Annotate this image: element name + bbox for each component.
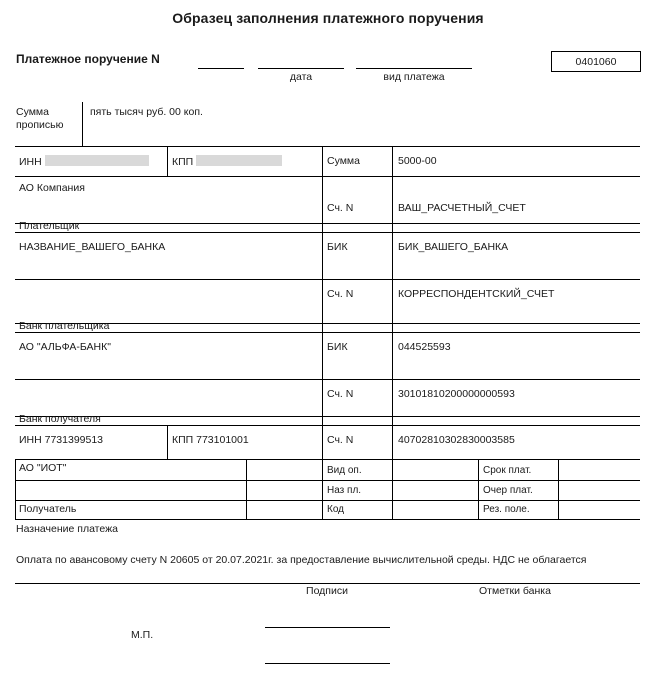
grid-rule [15,583,640,584]
payer-bank-bic-label: БИК [327,241,348,253]
stamp-place-label: М.П. [131,629,154,641]
grid-rule [15,332,640,333]
grid-rule [15,425,640,426]
grid-rule [15,223,640,224]
payee-bank-role-label: Банк получателя [19,413,101,425]
order-number-field[interactable] [198,68,244,69]
grid-rule [15,279,640,280]
payer-kpp-label: КПП [172,156,194,168]
payer-inn-label: ИНН [19,156,42,168]
grid-rule [15,459,640,460]
amount-label: Сумма [327,155,360,167]
payer-inn [19,155,149,168]
payment-kind-field[interactable] [356,68,472,69]
grid-rule [15,232,640,233]
amount-in-words-divider [82,102,83,146]
grid-divider-label-col [322,146,323,519]
payee-name: АО "ИОТ" [19,462,67,474]
payee-bank-account-value: 30101810200000000593 [398,388,515,400]
payment-term-label: Срок плат. [483,465,532,476]
signatures-caption: Подписи [306,585,348,597]
payer-bank-name: НАЗВАНИЕ_ВАШЕГО_БАНКА [19,241,166,253]
operation-kind-label: Вид оп. [327,465,362,476]
payee-bank-name: АО "АЛЬФА-БАНК" [19,341,111,353]
grid-rule [15,480,640,481]
code-label: Код [327,504,345,515]
grid-rule [15,146,640,147]
payment-order-label: Платежное поручение N [16,52,160,66]
grid-rule [15,519,640,520]
signature-line-1[interactable] [265,627,390,628]
payer-bank-account-value: КОРРЕСПОНДЕНТСКИЙ_СЧЕТ [398,288,555,300]
grid-divider-value-col [392,146,393,519]
date-caption: дата [289,71,313,83]
bank-marks-caption: Отметки банка [479,585,551,597]
payer-inn-redaction [45,155,149,166]
payer-kpp [172,155,282,168]
payment-purpose-code-label: Наз пл. [327,485,362,496]
payer-role-label: Плательщик [19,220,80,232]
grid-divider-codes-right-value [558,459,559,519]
grid-rule [15,176,640,177]
payee-account-label: Сч. N [327,434,354,446]
grid-divider-codes-mid [246,459,247,519]
payment-kind-caption: вид платежа [383,71,445,83]
payee-bank-bic-value: 044525593 [398,341,451,353]
amount-in-words-label: Сумма прописью [16,106,64,131]
payee-bank-account-label: Сч. N [327,388,354,400]
payer-kpp-redaction [196,155,282,166]
payer-account-value: ВАШ_РАСЧЕТНЫЙ_СЧЕТ [398,202,526,214]
payee-inn: ИНН 7731399513 [19,434,104,446]
payee-bank-bic-label: БИК [327,341,348,353]
payment-purpose-label: Назначение платежа [16,523,118,535]
payer-bank-role-label: Банк плательщика [19,320,110,332]
payer-name: АО Компания [19,182,85,194]
form-code-box: 0401060 [551,51,641,72]
grid-rule [15,416,640,417]
order-date-field[interactable] [258,68,344,69]
payee-account-value: 40702810302830003585 [398,434,515,446]
payee-role-label: Получатель [19,503,77,515]
grid-divider-codes-right-label [478,459,479,519]
payment-purpose-text: Оплата по авансовому счету N 20605 от 20.07.2021г. за предоставление вычислительной среды. НДС не облагается [16,554,587,566]
payee-kpp: КПП 773101001 [172,434,249,446]
grid-divider-payee-kpp [167,425,168,459]
grid-divider-left-edge [15,459,16,519]
grid-rule [15,500,640,501]
grid-divider-payer-kpp [167,146,168,176]
amount-value: 5000-00 [398,155,437,167]
reserve-field-label: Рез. поле. [483,504,530,515]
payment-priority-label: Очер плат. [483,485,533,496]
payer-bank-account-label: Сч. N [327,288,354,300]
page-title: Образец заполнения платежного поручения [172,10,484,26]
payer-bank-bic-value: БИК_ВАШЕГО_БАНКА [398,241,509,253]
signature-line-2[interactable] [265,663,390,664]
amount-in-words-value: пять тысяч руб. 00 коп. [90,106,203,118]
payer-account-label: Сч. N [327,202,354,214]
grid-rule [15,379,640,380]
